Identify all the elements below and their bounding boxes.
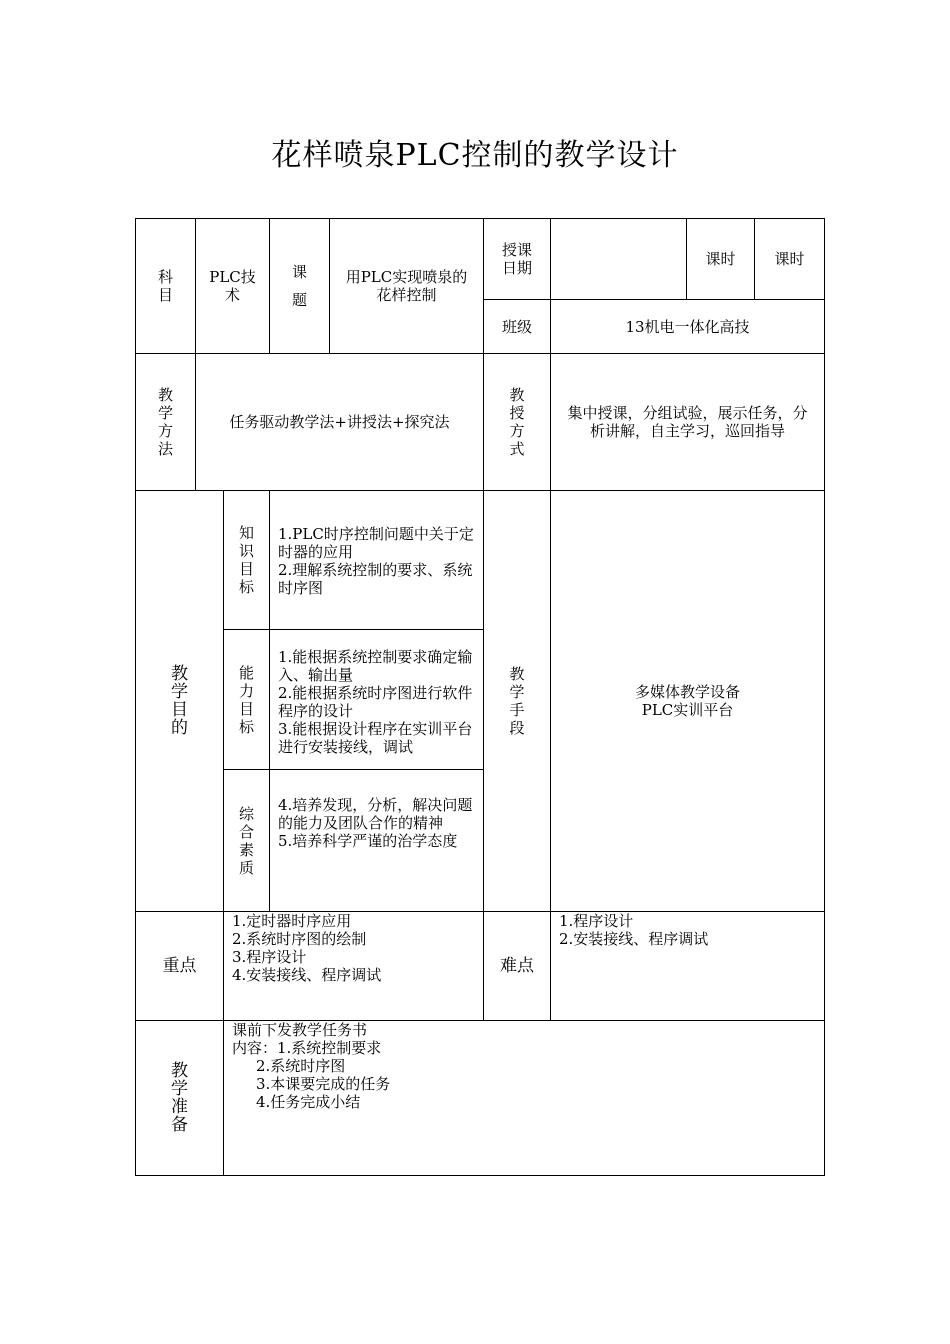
key-item-2: 2.系统时序图的绘制 [232,930,367,948]
ability-item-1: 1.能根据系统控制要求确定输入、输出量 [278,648,473,684]
knowledge-item-2: 2.理解系统控制的要求、系统时序图 [278,561,473,597]
method-value-cell [196,354,484,491]
lesson-plan-table [135,218,825,1176]
knowledge-label-cell [224,491,270,630]
hours-label-cell-1 [687,219,755,300]
subject-value: PLC技术 [209,268,256,304]
key-label: 重点 [162,956,197,976]
quality-label-cell [224,770,270,912]
prep-content-cell [224,1021,825,1176]
difficult-items-cell [551,912,825,1021]
ability-label-cell [224,630,270,770]
difficult-item-2: 2.安装接线、程序调试 [559,930,709,948]
ability-items-cell [270,630,484,770]
hours-label-cell-2 [755,219,825,300]
ability-item-3: 3.能根据设计程序在实训平台进行安装接线，调试 [278,720,473,756]
means-item-2: PLC实训平台 [641,701,734,719]
method-label-cell [136,354,196,491]
quality-items-cell [270,770,484,912]
prep-item-2: 2.系统时序图 [256,1057,346,1075]
class-label-cell [484,300,551,354]
topic-label: 课题 [291,263,307,309]
difficult-item-1: 1.程序设计 [559,912,634,930]
prep-label-cell [136,1021,224,1176]
prep-item-4: 4.任务完成小结 [256,1093,361,1111]
prep-item-3: 3.本课要完成的任务 [256,1075,391,1093]
hours-label-1: 课时 [705,250,736,268]
form-label-cell [484,354,551,491]
means-items-cell [551,491,825,912]
topic-label-cell [270,219,330,354]
date-label-cell [484,219,551,300]
subject-value-cell [196,219,270,354]
key-item-4: 4.安装接线、程序调试 [232,966,382,984]
difficult-label: 难点 [500,956,534,976]
form-value-cell [551,354,825,491]
hours-label-2: 课时 [774,250,805,268]
key-label-cell [136,912,224,1021]
ability-item-2: 2.能根据系统时序图进行软件程序的设计 [278,684,473,720]
class-value-cell [551,300,825,354]
quality-item-2: 5.培养科学严谨的治学态度 [278,832,458,850]
knowledge-item-1: 1.PLC时序控制问题中关于定时器的应用 [278,525,474,561]
date-label: 授课日期 [501,241,532,277]
knowledge-items-cell [270,491,484,630]
knowledge-label: 知识目标 [238,524,254,596]
ability-label: 能力目标 [238,663,254,736]
method-label: 教学方法 [157,386,173,458]
prep-content-label: 内容：1.系统控制要求 [232,1039,382,1057]
method-value: 任务驱动教学法+讲授法+探究法 [229,413,450,431]
key-item-1: 1.定时器时序应用 [232,912,352,930]
means-item-1: 多媒体教学设备 [634,683,740,701]
subject-label-cell [136,219,196,354]
means-label-cell [484,491,551,912]
quality-label: 综合素质 [238,804,254,877]
topic-value-cell [330,219,484,354]
subject-label: 科目 [157,268,173,304]
class-value: 13机电一体化高技 [625,317,750,336]
topic-value: 用PLC实现喷泉的花样控制 [345,268,468,304]
class-label: 班级 [501,317,532,336]
means-label: 教学手段 [509,665,525,737]
objectives-label-cell [136,491,224,912]
key-items-cell [224,912,484,1021]
difficult-label-cell [484,912,551,1021]
key-item-3: 3.程序设计 [232,948,307,966]
form-label: 教授方式 [509,386,525,458]
page-title: 花样喷泉PLC控制的教学设计 [271,138,679,173]
form-value: 集中授课，分组试验，展示任务，分析讲解，自主学习，巡回指导 [567,404,808,440]
objectives-label: 教学目的 [171,664,188,738]
quality-item-1: 4.培养发现，分析，解决问题的能力及团队合作的精神 [278,796,473,832]
prep-label: 教学准备 [171,1061,188,1135]
prep-intro: 课前下发教学任务书 [232,1021,368,1039]
date-value-cell [551,219,687,300]
